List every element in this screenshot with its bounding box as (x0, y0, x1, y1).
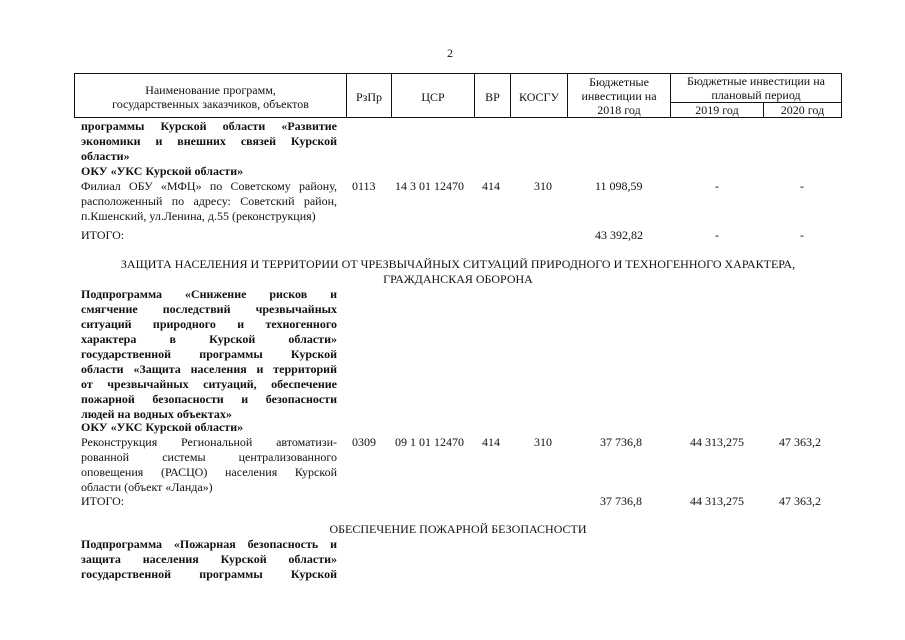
program-text-line: программы Курской области «Развитие (81, 119, 337, 133)
object-text-line: Филиал ОБУ «МФЦ» по Советскому району, (81, 179, 337, 193)
row-csr: 14 3 01 12470 (395, 179, 464, 193)
page-number: 2 (447, 46, 453, 60)
program-text-line: характера в Курской области» (81, 332, 337, 346)
object-text-line: области (объект «Ланда») (81, 480, 213, 494)
header-planned (671, 74, 841, 102)
header-year-2020: 2020 год (780, 103, 825, 117)
header-name-line: Наименование программ, (145, 83, 276, 97)
header-year-2019: 2019 год (695, 103, 739, 117)
header-rzpr: РзПр (355, 90, 383, 104)
row-rzpr: 0309 (352, 435, 376, 449)
customer-name: ОКУ «УКС Курской области» (81, 420, 244, 434)
row-value-2018: 37 736,8 (600, 435, 642, 449)
row-vr: 414 (482, 179, 500, 193)
row-kosgu: 310 (534, 435, 552, 449)
row-value-2019: - (715, 179, 719, 193)
object-text-line: рованной системы централизованного (81, 450, 337, 464)
header-name-line: государственных заказчиков, объектов (112, 97, 309, 111)
program-text-line: государственной программы Курской (81, 347, 337, 361)
row-rzpr: 0113 (352, 179, 376, 193)
total-value-2019: - (715, 228, 719, 242)
header-budget-line: 2018 год (597, 103, 641, 117)
row-value-2020: - (800, 179, 804, 193)
program-text-line: от чрезвычайных ситуаций, обеспечение (81, 377, 337, 391)
header-bottom-border (74, 117, 842, 118)
object-text-line: п.Кшенский, ул.Ленина, д.55 (реконструкция) (81, 209, 316, 223)
total-value-2018: 43 392,82 (595, 228, 643, 242)
total-label: ИТОГО: (81, 228, 125, 242)
program-text-line: области» (81, 149, 130, 163)
row-kosgu: 310 (534, 179, 552, 193)
program-text-line: Подпрограмма «Пожарная безопасность и (81, 537, 337, 551)
program-text-line: области «Защита населения и территорий (81, 362, 337, 376)
total-value-2018: 37 736,8 (600, 494, 642, 508)
section-title: ОБЕСПЕЧЕНИЕ ПОЖАРНОЙ БЕЗОПАСНОСТИ (329, 522, 587, 536)
object-text-line: Реконструкция Региональной автоматизи- (81, 435, 337, 449)
header-vr: ВР (485, 90, 500, 104)
row-csr: 09 1 01 12470 (395, 435, 464, 449)
row-value-2018: 11 098,59 (595, 179, 643, 193)
section-title: ГРАЖДАНСКАЯ ОБОРОНА (383, 272, 533, 286)
program-text-line: экономики и внешних связей Курской (81, 134, 337, 148)
table-header (74, 73, 842, 118)
header-budget-line: инвестиции на (581, 89, 657, 103)
total-value-2020: 47 363,2 (779, 494, 821, 508)
total-value-2020: - (800, 228, 804, 242)
header-planned-line: плановый период (711, 88, 801, 102)
object-text-line: оповещения (РАСЦО) населения Курской (81, 465, 337, 479)
program-text-line: Подпрограмма «Снижение рисков и (81, 287, 337, 301)
total-label: ИТОГО: (81, 494, 125, 508)
header-kosgu: КОСГУ (519, 90, 559, 104)
header-budget-line: Бюджетные (589, 75, 649, 89)
header-planned-line: Бюджетные инвестиции на (687, 74, 825, 88)
program-text-line: государственной программы Курской (81, 567, 337, 581)
section-title: ЗАЩИТА НАСЕЛЕНИЯ И ТЕРРИТОРИИ ОТ ЧРЕЗВЫЧАЙНЫХ СИТУАЦИЙ ПРИРОДНОГО И ТЕХНОГЕННОГО ХАРАКТЕРА, (120, 257, 796, 271)
program-text-line: смягчение последствий чрезвычайных (81, 302, 337, 316)
row-value-2020: 47 363,2 (779, 435, 821, 449)
program-text-line: людей на водных объектах» (81, 407, 232, 421)
header-name-column (75, 83, 346, 111)
total-value-2019: 44 313,275 (690, 494, 744, 508)
program-text-line: ситуаций природного и техногенного (81, 317, 337, 331)
header-budget-2018 (568, 75, 670, 117)
row-value-2019: 44 313,275 (690, 435, 744, 449)
object-text-line: расположенный по адресу: Советский район, (81, 194, 337, 208)
header-border-right (841, 73, 842, 118)
program-text-line: пожарной безопасности и безопасности (81, 392, 337, 406)
customer-name: ОКУ «УКС Курской области» (81, 164, 244, 178)
program-text-line: защита населения Курской области» (81, 552, 337, 566)
header-csr: ЦСР (421, 90, 445, 104)
row-vr: 414 (482, 435, 500, 449)
